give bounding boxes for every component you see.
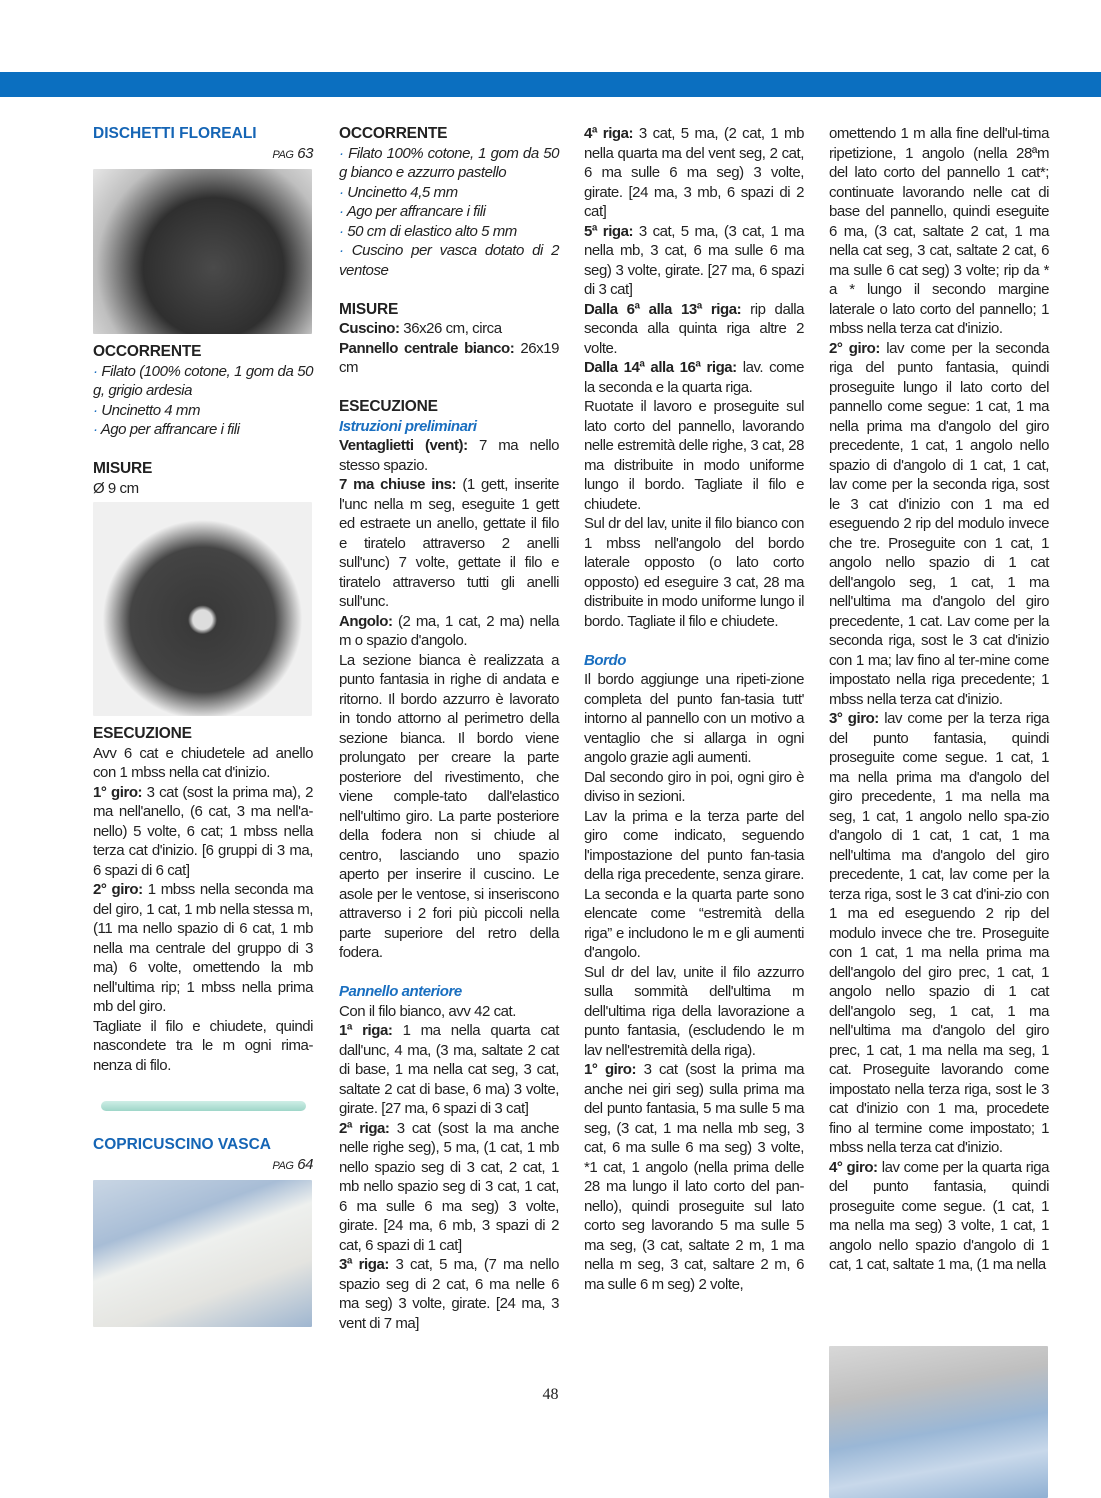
list-item-text: Filato 100% cotone, 1 gom da 50 g bianco e azzurro pastello [339,144,559,181]
paragraph-text: 3 cat (sost la ma anche nelle righe seg), 5 ma, (1 cat, 1 mb nello spazio seg di 3 cat, 2 cat, 1 mb nello spazio seg di 3 cat, 1 cat, 6 ma sulle 6 ma seg) 3 volte, girate. [24 ma, 6 mb, 3 spazi di 2 cat, 6 spazi di 1 cat] [339,1119,559,1254]
paragraph-lead: 2ª riga: [339,1119,390,1137]
paragraph-lead: 4° giro: [829,1158,878,1176]
paragraph [584,222,804,300]
paragraph [584,358,804,397]
paragraph-text: lav come per la terza riga del punto fantasia, quindi proseguite come segue. 1 cat, 1 ma nella prima ma d'angolo del giro precedente, 1 ma nella ma seg, 1 cat, 1 angolo nello spa-zio d'angolo di 1 cat, 1 cat, 1 ma nell'ultima ma d'angolo del giro precedente, 1 cat, lav come per la terza riga, sost le 3 cat d'ini-zio con 1 ma ed eseguendo 2 rip del modulo invece che tre. Proseguite con 1 cat, 1 ma nella prima ma dell'angolo del giro prec, 1 cat, 1 angolo nello spazio di 1 cat dell'angolo seg, 1 cat, 1 ma nell'ultima ma d'angolo del giro prec, 1 cat, 1 ma nella ma seg, 1 cat. Proseguite lavorando come impostato nella terza riga, sost le 3 cat d'inizio con 1 ma, procedete fino al termine come impostato; 1 mbss nella terza cat d'inizio. [829,710,1049,1156]
paragraph [93,1017,313,1076]
paragraph-text: Tagliate il filo e chiudete, quindi nascondete tra le m ogni rima-nenza di filo. [93,1017,313,1074]
subheading: Pannello anteriore [339,983,462,1000]
bullet-icon: · [93,362,102,380]
paragraph-lead: 3ª riga: [339,1256,389,1273]
paragraph-text: 3 cat, 5 ma, (7 ma nello spazio seg di 2 cat, 6 ma nelle 6 ma seg) 3 volte, girate. [24 ma, 3 vent di 7 ma] [339,1256,559,1332]
crochet-hook-icon [101,1101,306,1111]
paragraph-lead: 2° giro: [93,881,143,898]
section-title: DISCHETTI FLOREALI [93,125,257,142]
bullet-icon: · [339,222,348,240]
paragraph [339,1255,559,1333]
bullet-icon: · [93,401,102,419]
column-1 [93,124,313,1335]
paragraph [829,1158,1049,1275]
spacer [339,378,559,398]
subheading: Istruzioni preliminari [339,417,477,435]
crochet-flower-closeup-photo [93,502,312,716]
paragraph-lead: Dalla 6ª alla 13ª riga: [584,300,742,318]
paragraph-text: 1 mbss nella seconda ma del giro, 1 cat, 1 mb nella stessa m, (11 ma nello spazio di 6 cat, 1 mb nella ma centrale del gruppo di 3 ma) 6 volte, omettendo la mb nell'ultima rip; 1 mbss nella prima mb del giro. [93,881,313,1015]
crochet-hook-photo [93,1075,313,1135]
paragraph-text: omettendo 1 m alla fine dell'ul-tima ripetizione, 1 angolo (nella 28ªm del lato corto del pannello 1 cat*; continuate lavorando nelle cat di base del pannello, quindi eseguite 6 ma, (3 cat, saltate 2 cat, 1 ma nella cat seg, 3 cat, saltate 2 cat, 6 ma sulle 6 cat seg) 3 volte; rip da * a * lungo il secondo margine laterale o lato corto del pannello; 1 mbss nella terza cat d'inizio. [829,125,1049,337]
paragraph [829,339,1049,710]
paragraph-text: (2 ma, 1 cat, 2 ma) nella m o spazio d'angolo. [339,612,559,649]
paragraph-lead: Dalla 14ª alla 16ª riga: [584,359,737,376]
paragraph-text: lav come per la seconda riga del punto fantasia, quindi proseguite lungo il lato corto del pannello come segue: 1 cat, 1 ma nella prima ma d'angolo del giro precedente, 1 cat, 1 angolo nello spazio di d'angolo di 1 cat, 1 cat, lav come per la seconda riga, sost le 3 cat d'inizio con 1 ma ed eseguendo 2 rip del modulo invece che tre. Proseguite con 1 cat, 1 angolo nello spazio di 1 cat dell'angolo seg, 1 cat, 1 ma nell'ultima ma d'angolo del giro precedente, 1 cat. Lav come per la seconda riga, sost le 3 cat d'inizio con 1 ma; lav fino al ter-mine come impostato nella riga precedente; 1 mbss nella terza cat d'inizio. [829,339,1049,708]
page-number: 48 [542,1386,559,1403]
paragraph [584,807,804,963]
paragraph [829,124,1049,339]
paragraph-text: Il bordo aggiunge una ripeti-zione completa del punto fan-tasia tutt' intorno al pannello con un motivo a ventaglio che si allarga in ogni angolo grazie agli aumenti. [584,671,804,766]
paragraph-lead: 1ª riga: [339,1022,393,1039]
section-heading: ESECUZIONE [93,725,192,742]
spacer [93,440,313,460]
paragraph-lead: 1° giro: [93,783,143,801]
paragraph-text: Sul dr del lav, unite il filo bianco con 1 mbss nell'angolo del bordo laterale opposto (o lato corto opposto) ed eseguire 3 cat, 28 ma distribuite in modo uniforme lungo il bordo. Tagliate il filo e chiudete. [584,515,804,630]
paragraph [584,300,804,359]
paragraph-text: 3 cat (sost la prima ma), 2 ma nell'anello, (6 cat, 3 ma nell'a-nello) 5 volte, 6 cat; 1 mbss nella terza cat d'inizio. [6 gruppi di 3 ma, 6 spazi di 6 cat] [93,783,313,879]
paragraph [339,319,559,339]
paragraph-lead: 4ª riga: [584,125,634,142]
paragraph-text: 3 cat, 5 ma, (2 cat, 1 mb nella quarta ma del vent seg, 2 cat, 6 ma sulle 6 ma seg) 3 volte, girate. [24 ma, 3 mb, 6 spazi di 2 cat] [584,125,804,220]
paragraph [584,124,804,222]
paragraph-lead: Cuscino: [339,320,400,337]
paragraph [584,768,804,807]
paragraph [93,880,313,1017]
list-item-text: 50 cm di elastico alto 5 mm [347,222,517,240]
paragraph-text: La sezione bianca è realizzata a punto fantasia in righe di andata e ritorno. Il bordo azzurro è lavorato in tondo attorno al perimetro della sezione bianca. Il bordo viene prolungato per creare la parte posteriore del rivestimento, che viene comple-tato dall'elastico nell'ultimo giro. La parte posteriore della fodera non si chiude al centro, lasciando uno spazio aperto per inserire il cuscino. Le asole per le ventose, si inseriscono attraverso i 2 fori più piccoli nella parte superiore del retro della fodera. [339,651,559,961]
paragraph-text: 26x19 cm [339,339,559,376]
paragraph-text: Sul dr del lav, unite il filo azzurro sulla sommità dell'ultima m dell'ultima riga della lavorazione a punto fantasia, (escludendo le m lav nell'estremità della riga). [584,963,804,1059]
bullet-icon: · [339,242,352,259]
paragraph-text: 3 cat, 5 ma, (3 cat, 1 ma nella mb, 3 cat, 6 ma sulle 6 ma seg) 3 volte, girate. [27 ma, 6 spazi di 3 cat] [584,222,804,298]
page-ref-label: PAG [272,148,294,161]
paragraph-text: (1 gett, inserite l'unc nella m seg, eseguite 1 gett ed estraete un anello, gettate il filo e tiratelo attraverso 2 anelli sull'unc) 7 volte, gettate il filo e tiratelo attraverso tutti gli anelli sull'unc. [339,476,559,610]
top-color-band [0,72,1101,97]
list-item-text: Filato (100% cotone, 1 gom da 50 g, grigio ardesia [93,362,313,399]
page-ref-label: PAG [272,1159,294,1172]
paragraph-text: Con il filo bianco, avv 42 cat. [339,1002,516,1020]
section-heading: OCCORRENTE [339,125,448,142]
bath-pillow-cover-photo [93,1180,312,1327]
paragraph [93,479,313,499]
list-item-text: Uncinetto 4,5 mm [347,183,458,201]
paragraph-text: Lav la prima e la terza parte del giro come indicato, seguendo l'impostazione del punto fan-tasia della riga precedente, senza girare. La seconda e la quarta parte sono elencate come “estremità della riga” e includono le m e gli aumenti d'angolo. [584,807,804,961]
page-reference [93,1155,313,1177]
paragraph-text: 1 ma nella quarta cat dall'unc, 4 ma, (3 ma, saltate 2 cat di base, 1 ma nella cat seg, 3 cat, saltate 2 cat di base, 6 ma) 3 volte, girate. [27 ma, 6 spazi di 3 cat] [339,1022,559,1117]
paragraph [584,397,804,514]
bullet-icon: · [93,421,101,438]
section-heading: OCCORRENTE [93,343,202,360]
paragraph [339,339,559,378]
paragraph [339,612,559,651]
list-item [339,202,559,222]
list-item [339,183,559,203]
paragraph [584,963,804,1061]
paragraph-text: lav. come la seconda e la quarta riga. [584,359,804,396]
list-item-text: Ago per affrancare i fili [100,421,240,438]
paragraph-text: 3 cat (sost la prima ma anche nei giri seg) sulla prima ma del punto fantasia, 5 ma sulle 5 ma seg, (3 cat, 1 ma nella mb seg, 3 cat, 6 ma sulle 6 ma seg) 3 volte, *1 cat, 1 angolo (nella prima delle 28 ma lungo il lato corto del pan-nello), quindi proseguite sul lato corto seg lavorando 5 ma sulle 5 ma seg, (3 cat, saltate 2 m, 1 ma nella m seg, 3 cat, saltare 2 m, 6 ma sulle 6 m seg) 2 volte, [584,1061,804,1293]
page-ref-number: 63 [297,144,313,162]
paragraph-text: Ruotate il lavoro e proseguite sul lato corto del pannello, lavorando nelle estremità delle righe, 3 cat, 28 ma distribuite in modo uniforme lungo il bordo. Tagliate il filo e chiudete. [584,398,804,513]
page-ref-number: 64 [297,1155,313,1173]
section-heading: ESECUZIONE [339,398,438,415]
paragraph [584,1060,804,1294]
bullet-icon: · [339,183,348,201]
paragraph-text: 36x26 cm, circa [399,320,502,337]
subheading: Bordo [584,651,626,669]
paragraph [339,1002,559,1022]
spacer [339,280,559,300]
dark-crochet-flowers-photo [93,169,312,334]
list-item [339,241,559,280]
list-item-text: Uncinetto 4 mm [101,401,201,419]
paragraph [93,744,313,783]
paragraph-text: 7 ma nello stesso spazio. [339,437,559,474]
section-heading: MISURE [93,460,153,477]
paragraph [339,651,559,963]
paragraph [339,1119,559,1256]
paragraph-lead: Ventaglietti (vent): [339,437,468,454]
bullet-icon: · [339,144,349,162]
paragraph-lead: Pannello centrale bianco: [339,339,515,357]
paragraph [339,1021,559,1119]
paragraph [829,709,1049,1158]
paragraph [584,670,804,768]
list-item [93,401,313,421]
blue-crochet-border-photo [829,1346,1048,1498]
spacer [339,963,559,983]
column-4 [829,124,1049,1275]
section-title: COPRICUSCINO VASCA [93,1136,271,1153]
paragraph-lead: 5ª riga: [584,222,634,240]
spacer [584,631,804,651]
paragraph [339,436,559,475]
paragraph-text: rip dalla seconda alla quinta riga altre 2 volte. [584,300,804,357]
bullet-icon: · [339,203,347,220]
page-reference [93,144,313,166]
paragraph [584,514,804,631]
paragraph-text: Ø 9 cm [93,479,139,497]
paragraph-text: Avv 6 cat e chiudetele ad anello con 1 mbss nella cat d'inizio. [93,744,313,781]
paragraph [339,475,559,612]
paragraph-lead: Angolo: [339,612,393,630]
paragraph-text: lav come per la quarta riga del punto fantasia, quindi proseguite come segue. (1 cat, 1 ma nella ma seg) 3 volte, 1 cat, 1 angolo nello spazio d'angolo di 1 cat, 1 cat, saltate 1 ma, (1 ma nella [829,1158,1049,1273]
paragraph [93,783,313,881]
paragraph-text: Dal secondo giro in poi, ogni giro è diviso in sezioni. [584,768,804,805]
list-item [339,222,559,242]
list-item [93,362,313,401]
paragraph-lead: 1° giro: [584,1061,637,1078]
column-3 [584,124,804,1294]
column-2 [339,124,559,1333]
paragraph-lead: 3° giro: [829,710,879,727]
list-item [339,144,559,183]
list-item-text: Cuscino per vasca dotato di 2 ventose [339,242,559,279]
paragraph-lead: 2° giro: [829,339,880,357]
list-item [93,420,313,440]
section-heading: MISURE [339,300,399,318]
list-item-text: Ago per affrancare i fili [346,203,486,220]
paragraph-lead: 7 ma chiuse ins: [339,476,457,493]
